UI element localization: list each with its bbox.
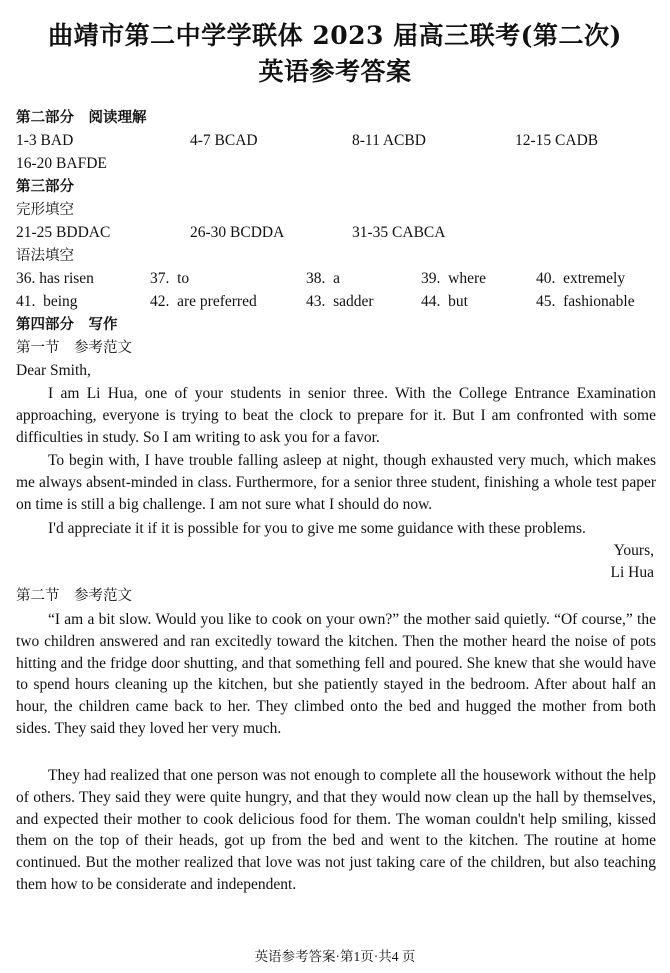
grammar-answer: 38. a [306,270,341,287]
letter-greeting: Dear Smith, [16,362,91,379]
letter-paragraph: I am Li Hua, one of your students in senior three. With the College Entrance Examination approaching, everyone is trying to beat the clock to prepare for it. But I am confronted with some difficulties in study. So I am writing to ask you for a favor. [16,385,656,446]
part3-heading: 第三部分 [16,178,74,195]
letter-paragraph: To begin with, I have trouble falling asleep at night, though exhausted very much, which makes me always absent-minded in class. Furthermore, for a senior three student, finishing a whole test paper on time is still a big challenge. I am not sure what I should do now. [16,452,656,513]
grammar-answer: 40. extremely [536,270,626,287]
grammar-heading: 语法填空 [16,248,74,264]
answer-group: 8-11 ACBD [352,132,426,149]
answer-group: 12-15 CADB [515,132,599,149]
answer-group: 4-7 BCAD [190,132,258,149]
cloze-heading: 完形填空 [16,202,74,218]
grammar-answer: 41. being [16,293,78,310]
grammar-answer: 39. where [421,270,486,287]
section1-heading: 第一节 参考范文 [16,340,132,356]
grammar-answer: 37. to [150,270,190,287]
answer-group: 21-25 BDDAC [16,224,111,241]
part4-heading: 第四部分 写作 [16,316,118,333]
grammar-answer: 36. has risen [16,270,94,287]
story-paragraph: They had realized that one person was not enough to complete all the housework without the help of others. They said they were quite hungry, and that they would now clean up the hall by themselves, and expected their mother to cook delicious food for them. The woman couldn't help smiling, kissed them on the top of their heads, got up from the bed and went to the kitchen. The routine at home continued. But the mother realized that love was not just taking care of the children, but also teaching them how to be considerate and independent. [16,767,656,893]
grammar-answer: 45. fashionable [536,293,635,310]
answer-group: 1-3 BAD [16,132,74,149]
grammar-answer: 43. sadder [306,293,374,310]
page-subtitle: 英语参考答案 [258,57,412,86]
page-footer: 英语参考答案·第1页·共4 页 [254,949,416,964]
grammar-answer: 42. are preferred [150,293,257,310]
section2-heading: 第二节 参考范文 [16,588,132,604]
answer-group: 16-20 BAFDE [16,155,107,172]
grammar-answer: 44. but [421,293,468,310]
letter-signature: Li Hua [610,564,654,581]
letter-closing: Yours, [613,542,654,559]
part2-heading: 第二部分 阅读理解 [16,109,147,126]
story-paragraph: “I am a bit slow. Would you like to cook on your own?” the mother said quietly. “Of course,” the two children answered and ran excitedly toward the kitchen. Then the mother heard the noise of pots hitting and the fridge door shutting, and that something fell and poured. She knew that she would have to spend hours cleaning up the kitchen, but she patiently stayed in the bedroom. After about half an hour, the children came back to her. They climbed onto the bed and hugged the mother from both sides. They said they loved her very much. [16,611,656,737]
page-title: 曲靖市第二中学学联体 2023 届高三联考(第二次) [48,21,622,50]
answer-group: 31-35 CABCA [352,224,446,241]
answer-group: 26-30 BCDDA [190,224,285,241]
letter-paragraph: I'd appreciate it if it is possible for you to give me some guidance with these problems. [48,520,586,537]
